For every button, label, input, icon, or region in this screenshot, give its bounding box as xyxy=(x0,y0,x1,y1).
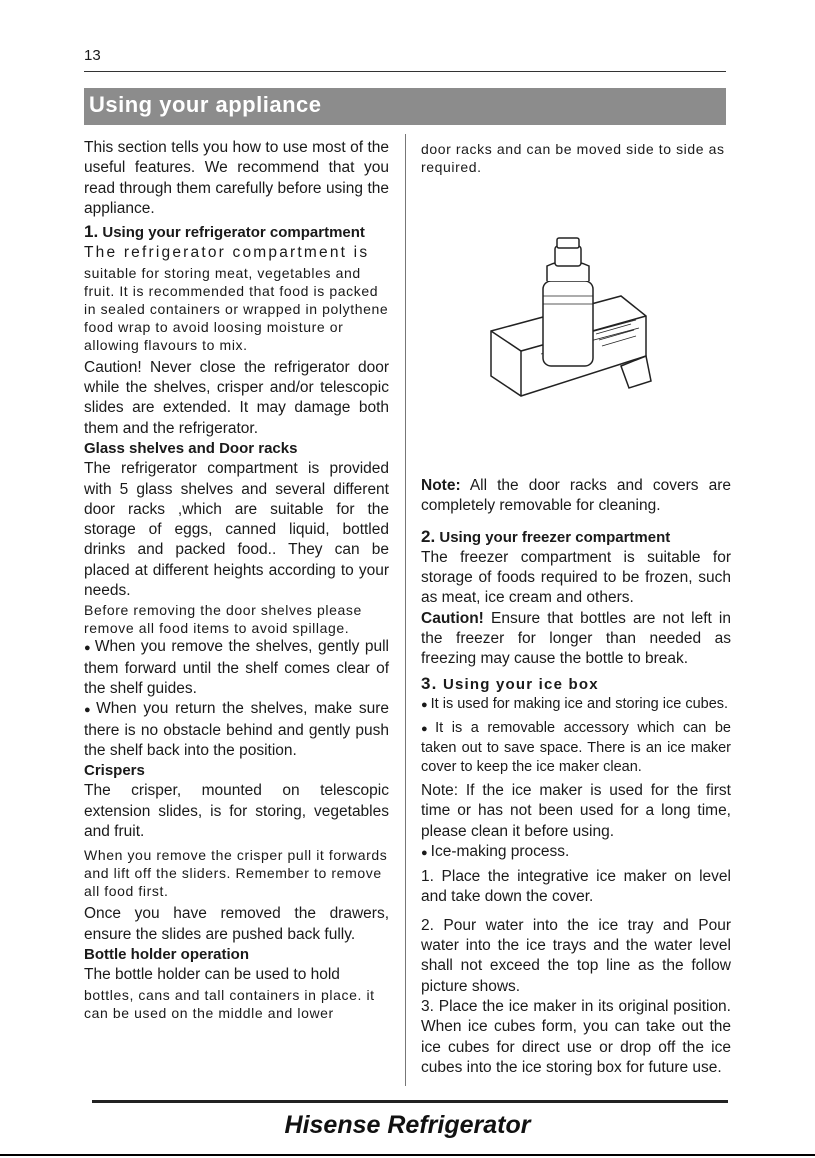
crispers-paragraph: The crisper, mounted on telescopic extension slides, is for storing, vegetables and fruit. xyxy=(84,782,389,841)
note-paragraph xyxy=(421,476,731,517)
section-banner xyxy=(84,88,726,125)
step-2: 2. Pour water into the ice tray and Pour water into the ice trays and the water level shall not exceed the top line as the follow picture shows. xyxy=(421,916,731,995)
bottle-holder-paragraph: The bottle holder can be used to hold xyxy=(84,966,340,984)
ice-box-bullet-1: ● It is used for making ice and storing ice cubes. xyxy=(421,695,731,715)
note-text: All the door racks and covers are completely removable for cleaning. xyxy=(421,477,731,515)
section-title: Using your appliance xyxy=(89,92,322,117)
ice-making-bullet: ● Ice-making process. xyxy=(421,842,731,863)
caution-paragraph: Caution! Never close the refrigerator door while the shelves, crisper and/or telescopic slides are extended. It may damage both them and the refrigerator. xyxy=(84,358,389,437)
heading-text: Using your freezer compartment xyxy=(439,528,671,546)
bottom-rule xyxy=(92,1100,728,1103)
step-1: 1. Place the integrative ice maker on level and take down the cover. xyxy=(421,868,731,906)
top-rule xyxy=(84,71,726,72)
ice-box-note: Note: If the ice maker is used for the first time or has not been used for a long time, please clean it before using. xyxy=(421,781,731,840)
fridge-paragraph-lead: The refrigerator compartment is xyxy=(84,244,370,262)
footer-brand: Hisense Refrigerator xyxy=(284,1111,531,1139)
section-number: 1. xyxy=(84,222,99,242)
bottle-holder-heading: Bottle holder operation xyxy=(84,945,249,963)
ice-box-heading xyxy=(421,674,731,695)
section-number: 2. xyxy=(421,526,436,546)
glass-shelves-paragraph: The refrigerator compartment is provided with 5 glass shelves and several different door racks ,which are suitable for the storage of eggs, canned liquid, bottled drinks and packed food.. They can be placed at different heights according to your needs. xyxy=(84,460,389,600)
freezer-paragraph: The freezer compartment is suitable for storage of foods required to be frozen, such as meat, ice cream and others. xyxy=(421,548,731,607)
column-divider xyxy=(405,134,406,1086)
ice-box-bullet-2: ● It is a removable accessory which can be taken out to save space. There is an ice maker cover to keep the ice maker clean. xyxy=(421,719,731,777)
caution-label: Caution! xyxy=(421,609,484,627)
right-column xyxy=(421,140,731,1078)
bullet-remove-shelves: ● When you remove the shelves, gently pull them forward until the shelf comes clear of the shelf guides. xyxy=(84,637,389,699)
page-number: 13 xyxy=(84,47,101,64)
door-racks-continuation: door racks and can be moved side to side as required. xyxy=(421,141,725,175)
fridge-paragraph: suitable for storing meat, vegetables and fruit. It is recommended that food is packed in sealed containers or wrapped in polythene food wrap to avoid loosing moisture or allowing flavours to mix. xyxy=(84,264,389,353)
intro-paragraph: This section tells you how to use most of the useful features. We recommend that you read through them carefully before using the appliance. xyxy=(84,139,389,217)
bottle-holder-note: bottles, cans and tall containers in place. it can be used on the middle and lower xyxy=(84,986,375,1021)
glass-shelves-note: Before removing the door shelves please remove all food items to avoid spillage. xyxy=(84,602,362,637)
fridge-compartment-heading xyxy=(84,222,389,243)
heading-text: Using your ice box xyxy=(442,675,599,693)
step-3: 3. Place the ice maker in its original position. When ice cubes form, you can take out the ice cubes for direct use or drop off the ice cubes into the ice storing box for future use. xyxy=(421,997,731,1076)
crispers-paragraph-2: Once you have removed the drawers, ensure the slides are pushed back fully. xyxy=(84,905,389,943)
caution-text: Ensure that bottles are not left in the freezer for longer than needed as freezing may cause the bottle to break. xyxy=(421,609,731,668)
bullet-return-shelves: ● When you return the shelves, make sure there is no obstacle behind and gently push the shelf back into the position. xyxy=(84,699,389,761)
section-number: 3. xyxy=(421,673,438,693)
freezer-caution xyxy=(421,609,731,670)
note-label: Note: xyxy=(421,477,461,494)
page-edge xyxy=(0,1154,815,1156)
left-column xyxy=(84,138,389,1022)
glass-shelves-heading: Glass shelves and Door racks xyxy=(84,439,298,457)
freezer-compartment-heading xyxy=(421,527,731,548)
bottle-holder-illustration xyxy=(471,236,671,436)
crispers-note: When you remove the crisper pull it forwards and lift off the sliders. Remember to remove all food first. xyxy=(84,847,388,900)
crispers-heading: Crispers xyxy=(84,762,145,780)
heading-text: Using your refrigerator compartment xyxy=(102,224,365,242)
